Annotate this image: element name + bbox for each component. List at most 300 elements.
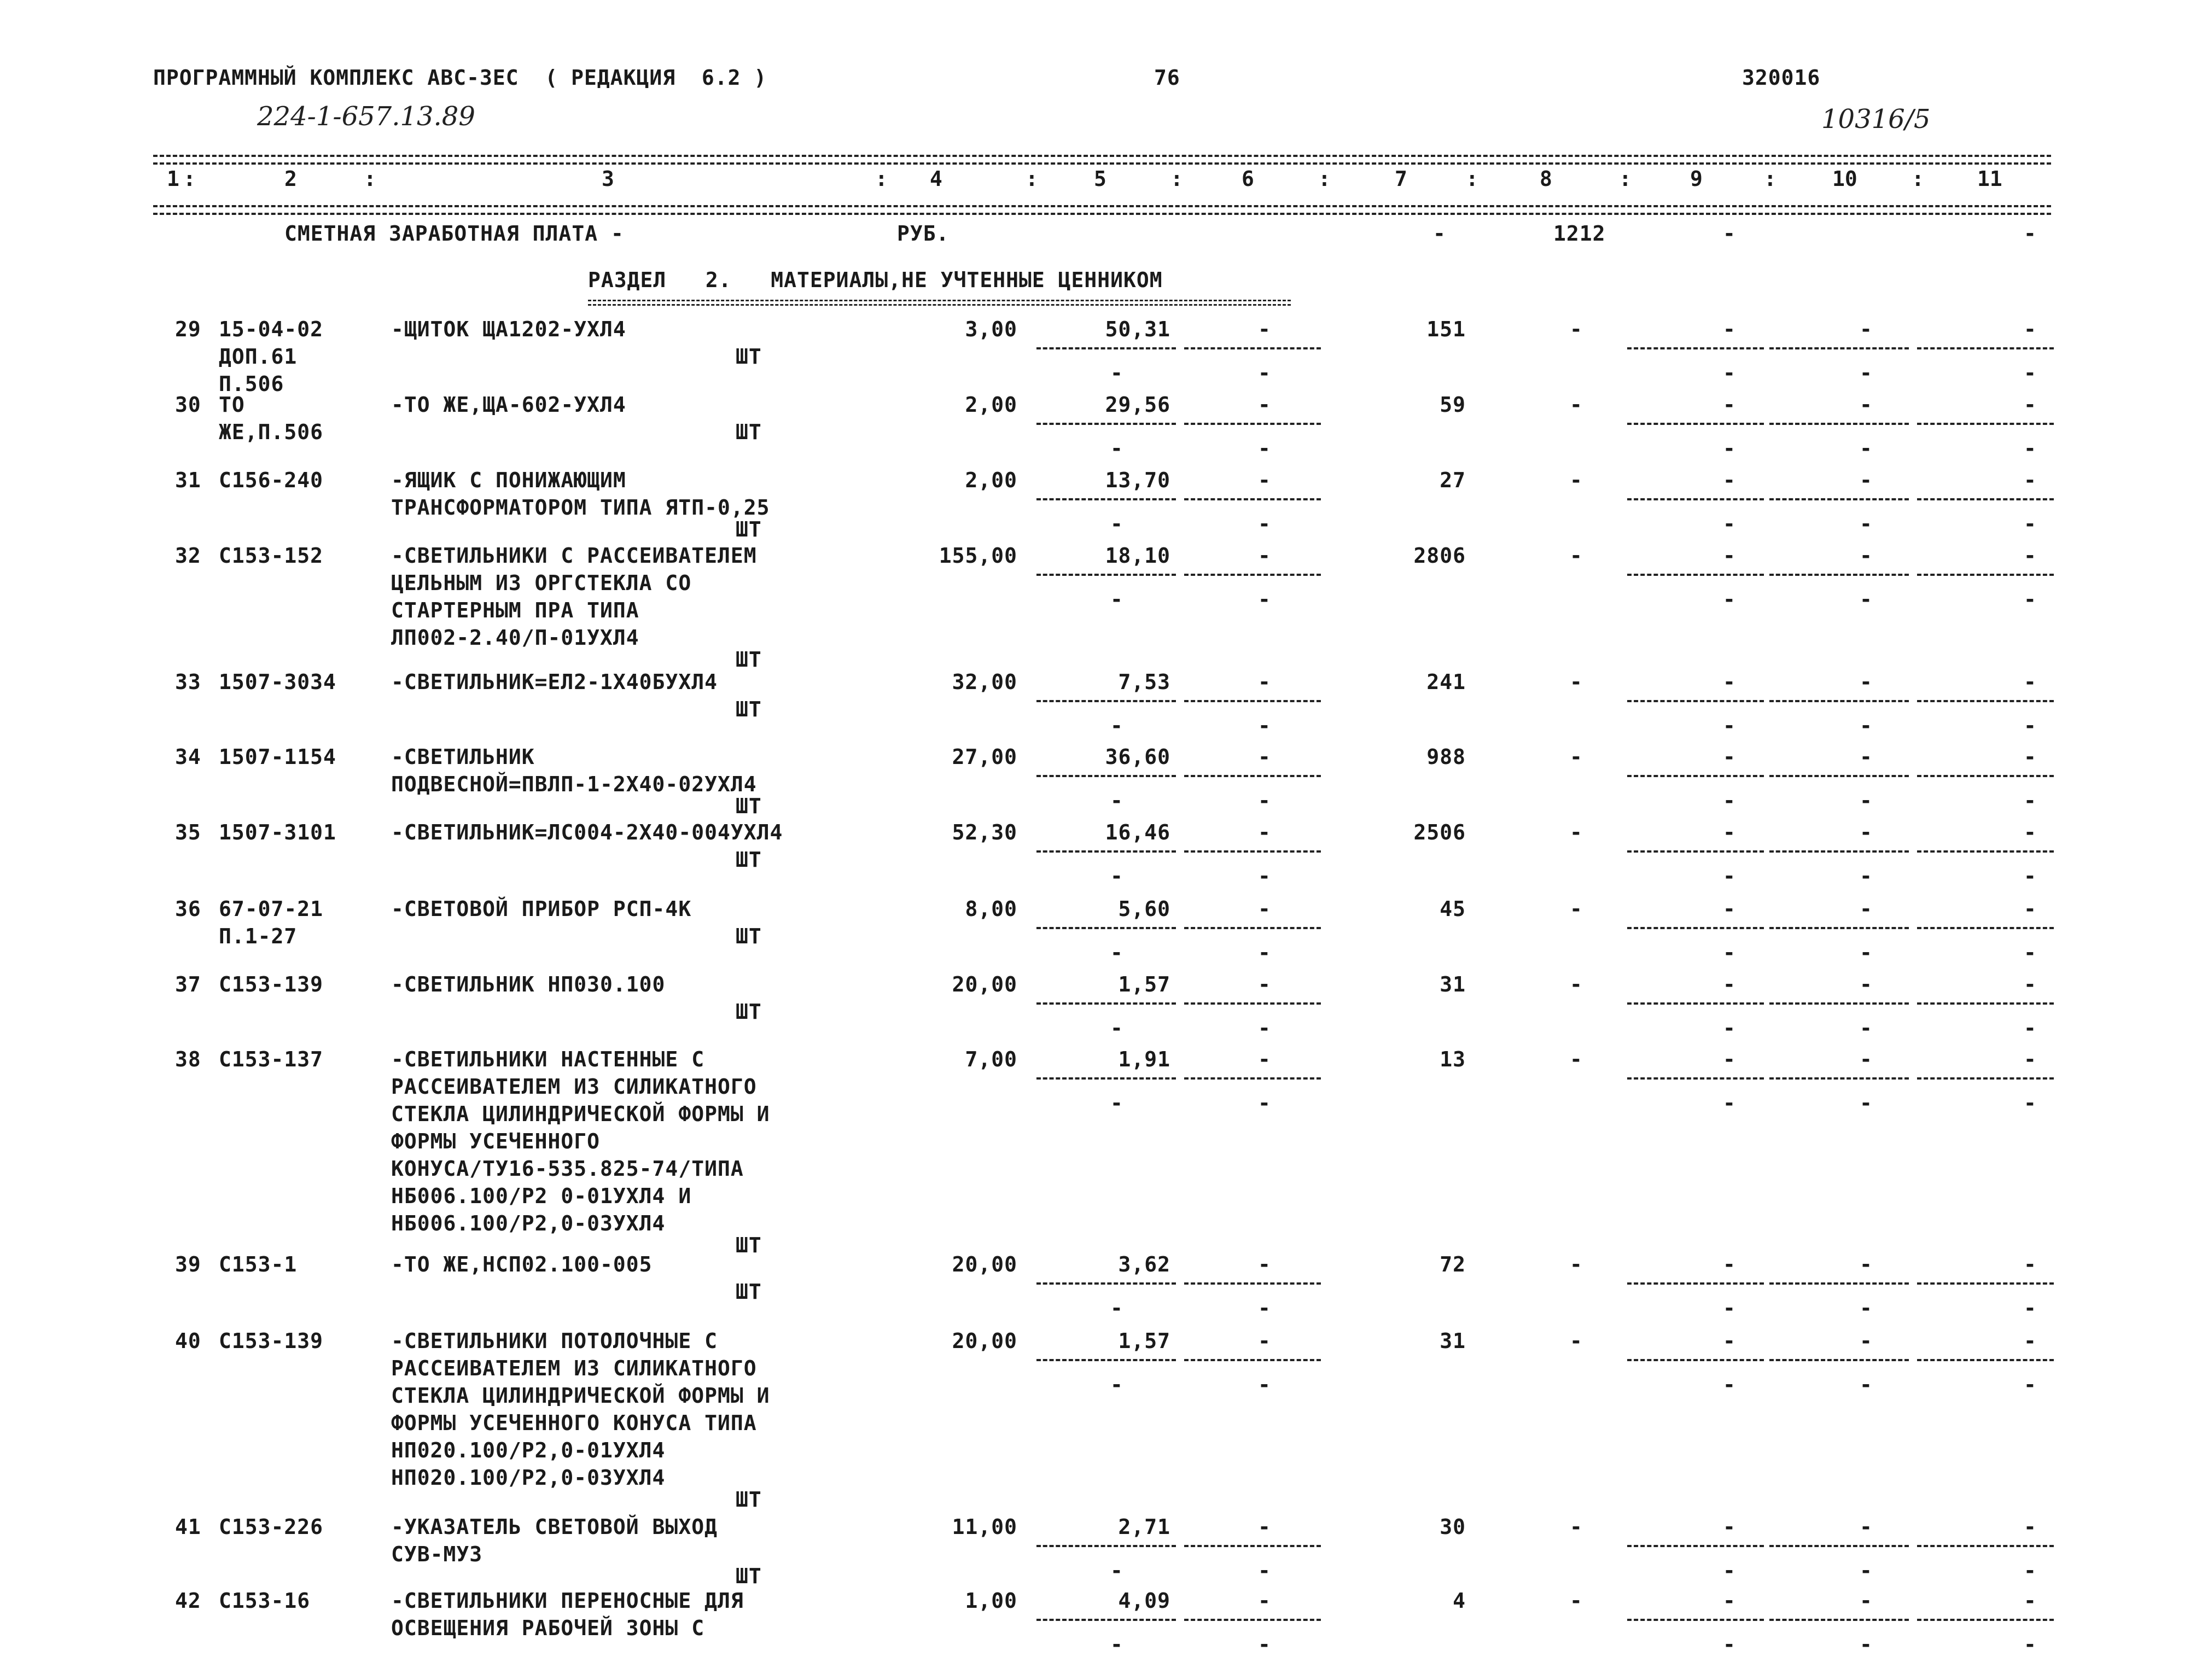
row-col11-rule bbox=[1917, 700, 2054, 702]
row-col10: - bbox=[1860, 820, 1873, 844]
row-unit: ШТ bbox=[736, 1488, 762, 1512]
row-description: НБ006.100/Р2,0-03УХЛ4 bbox=[391, 1211, 666, 1235]
row-description: НБ006.100/Р2 0-01УХЛ4 И bbox=[391, 1184, 692, 1208]
row-number: 41 bbox=[175, 1515, 201, 1539]
row-col6-rule bbox=[1184, 1545, 1321, 1547]
salary-unit: РУБ. bbox=[897, 221, 950, 246]
row-number: 42 bbox=[175, 1589, 201, 1613]
row-col9: - bbox=[1723, 544, 1736, 568]
row-col6-rule bbox=[1184, 1077, 1321, 1080]
row-col6-rule bbox=[1184, 927, 1321, 929]
row-col6: - bbox=[1258, 468, 1271, 492]
row-col11-sub-dash: - bbox=[2024, 1559, 2037, 1583]
row-col10: - bbox=[1860, 1515, 1873, 1539]
row-price: 13,70 bbox=[1105, 468, 1170, 492]
row-col10: - bbox=[1860, 972, 1873, 996]
row-price-sub-dash: - bbox=[1110, 1016, 1123, 1040]
row-price-rule bbox=[1036, 700, 1176, 702]
row-col6: - bbox=[1258, 820, 1271, 844]
row-col6-rule bbox=[1184, 700, 1321, 702]
row-col8: - bbox=[1570, 820, 1583, 844]
row-col8: - bbox=[1570, 745, 1583, 769]
row-description: -ЯЩИК С ПОНИЖАЮЩИМ bbox=[391, 468, 626, 492]
row-col11: - bbox=[2024, 745, 2037, 769]
row-price: 1,57 bbox=[1118, 972, 1170, 996]
row-col9: - bbox=[1723, 897, 1736, 921]
row-col10: - bbox=[1860, 544, 1873, 568]
row-col9-rule bbox=[1627, 927, 1764, 929]
row-code: ТО bbox=[219, 393, 245, 417]
row-col6-rule bbox=[1184, 1619, 1321, 1621]
row-col11-rule bbox=[1917, 498, 2054, 500]
row-price-rule bbox=[1036, 850, 1176, 853]
handwritten-left-note: 224-1-657.13.89 bbox=[257, 101, 475, 132]
row-col10-rule bbox=[1769, 927, 1909, 929]
row-col6: - bbox=[1258, 745, 1271, 769]
row-code: 1507-1154 bbox=[219, 745, 336, 769]
row-col9-sub-dash: - bbox=[1723, 436, 1736, 460]
row-description: -СВЕТИЛЬНИК НП030.100 bbox=[391, 972, 666, 996]
row-col11-sub-dash: - bbox=[2024, 941, 2037, 965]
row-price-rule bbox=[1036, 1002, 1176, 1005]
row-code: С153-16 bbox=[219, 1589, 311, 1613]
row-col6: - bbox=[1258, 393, 1271, 417]
row-col8: - bbox=[1570, 393, 1583, 417]
row-unit: ШТ bbox=[736, 517, 762, 541]
row-col10-sub-dash: - bbox=[1860, 436, 1873, 460]
row-col9-rule bbox=[1627, 850, 1764, 853]
section-underline bbox=[588, 300, 1291, 301]
row-description: -СВЕТИЛЬНИКИ НАСТЕННЫЕ С bbox=[391, 1047, 705, 1071]
row-col9-sub-dash: - bbox=[1723, 1091, 1736, 1115]
row-col11-rule bbox=[1917, 1282, 2054, 1285]
row-col9: - bbox=[1723, 468, 1736, 492]
row-col6-rule bbox=[1184, 1282, 1321, 1285]
row-price-rule bbox=[1036, 1077, 1176, 1080]
row-quantity: 52,30 bbox=[952, 820, 1017, 844]
row-price-sub-dash: - bbox=[1110, 1373, 1123, 1397]
row-col11-rule bbox=[1917, 775, 2054, 777]
row-col9: - bbox=[1723, 1589, 1736, 1613]
row-description: КОНУСА/ТУ16-535.825-74/ТИПА bbox=[391, 1157, 744, 1181]
row-code: П.506 bbox=[219, 372, 284, 396]
row-col10-rule bbox=[1769, 1359, 1909, 1361]
row-description: СТЕКЛА ЦИЛИНДРИЧЕСКОЙ ФОРМЫ И bbox=[391, 1102, 770, 1126]
row-col9: - bbox=[1723, 972, 1736, 996]
row-unit: ШТ bbox=[736, 1280, 762, 1304]
row-quantity: 32,00 bbox=[952, 670, 1017, 694]
row-price: 50,31 bbox=[1105, 317, 1170, 341]
row-col9: - bbox=[1723, 670, 1736, 694]
row-price-sub-dash: - bbox=[1110, 587, 1123, 611]
row-price-sub-dash: - bbox=[1110, 436, 1123, 460]
row-description: ОСВЕЩЕНИЯ РАБОЧЕЙ ЗОНЫ С bbox=[391, 1616, 705, 1640]
row-price-rule bbox=[1036, 423, 1176, 425]
row-unit: ШТ bbox=[736, 1564, 762, 1588]
row-number: 38 bbox=[175, 1047, 201, 1071]
row-description: ФОРМЫ УСЕЧЕННОГО bbox=[391, 1129, 601, 1153]
row-number: 36 bbox=[175, 897, 201, 921]
row-description: ЦЕЛЬНЫМ ИЗ ОРГСТЕКЛА СО bbox=[391, 571, 692, 595]
row-col6-sub-dash: - bbox=[1258, 941, 1271, 965]
row-price: 7,53 bbox=[1118, 670, 1170, 694]
row-col11: - bbox=[2024, 1515, 2037, 1539]
row-price-sub-dash: - bbox=[1110, 1632, 1123, 1656]
row-col11: - bbox=[2024, 468, 2037, 492]
row-col11-rule bbox=[1917, 850, 2054, 853]
row-col9-sub-dash: - bbox=[1723, 1016, 1736, 1040]
row-code: С153-139 bbox=[219, 972, 324, 996]
row-price-sub-dash: - bbox=[1110, 1296, 1123, 1320]
row-col6: - bbox=[1258, 972, 1271, 996]
salary-col9: - bbox=[1723, 221, 1736, 246]
row-col10-sub-dash: - bbox=[1860, 1016, 1873, 1040]
row-col9-rule bbox=[1627, 574, 1764, 576]
row-col10-sub-dash: - bbox=[1860, 361, 1873, 385]
row-col6-sub-dash: - bbox=[1258, 1016, 1271, 1040]
row-description: -УКАЗАТЕЛЬ СВЕТОВОЙ ВЫХОД bbox=[391, 1515, 718, 1539]
row-price: 29,56 bbox=[1105, 393, 1170, 417]
row-col11: - bbox=[2024, 820, 2037, 844]
row-col6-sub-dash: - bbox=[1258, 361, 1271, 385]
row-total: 241 bbox=[1426, 670, 1466, 694]
row-number: 40 bbox=[175, 1329, 201, 1353]
row-col9: - bbox=[1723, 1252, 1736, 1276]
row-col11-sub-dash: - bbox=[2024, 714, 2037, 738]
row-col11: - bbox=[2024, 544, 2037, 568]
row-col9-sub-dash: - bbox=[1723, 1296, 1736, 1320]
row-col6: - bbox=[1258, 1515, 1271, 1539]
row-price-sub-dash: - bbox=[1110, 1559, 1123, 1583]
row-col11-sub-dash: - bbox=[2024, 512, 2037, 536]
row-col11-sub-dash: - bbox=[2024, 1091, 2037, 1115]
row-quantity: 11,00 bbox=[952, 1515, 1017, 1539]
row-quantity: 7,00 bbox=[965, 1047, 1017, 1071]
row-code: 1507-3101 bbox=[219, 820, 336, 844]
row-col9: - bbox=[1723, 317, 1736, 341]
row-price: 2,71 bbox=[1118, 1515, 1170, 1539]
row-col9: - bbox=[1723, 1515, 1736, 1539]
row-col6-sub-dash: - bbox=[1258, 1373, 1271, 1397]
row-col10-sub-dash: - bbox=[1860, 941, 1873, 965]
row-total: 4 bbox=[1453, 1589, 1466, 1613]
row-col11-rule bbox=[1917, 347, 2054, 349]
row-unit: ШТ bbox=[736, 697, 762, 721]
row-col11-rule bbox=[1917, 423, 2054, 425]
row-col9-rule bbox=[1627, 1545, 1764, 1547]
row-price-sub-dash: - bbox=[1110, 941, 1123, 965]
row-col6: - bbox=[1258, 897, 1271, 921]
row-col9-sub-dash: - bbox=[1723, 789, 1736, 813]
row-price-rule bbox=[1036, 498, 1176, 500]
col-header-11: 11 bbox=[1977, 167, 2002, 191]
row-price-rule bbox=[1036, 1282, 1176, 1285]
row-total: 31 bbox=[1440, 1329, 1466, 1353]
row-unit: ШТ bbox=[736, 345, 762, 369]
row-col9-rule bbox=[1627, 498, 1764, 500]
row-description: СТЕКЛА ЦИЛИНДРИЧЕСКОЙ ФОРМЫ И bbox=[391, 1384, 770, 1408]
row-description: РАССЕИВАТЕЛЕМ ИЗ СИЛИКАТНОГО bbox=[391, 1075, 757, 1099]
row-col11-sub-dash: - bbox=[2024, 361, 2037, 385]
row-price-sub-dash: - bbox=[1110, 864, 1123, 888]
row-unit: ШТ bbox=[736, 924, 762, 948]
row-col6: - bbox=[1258, 317, 1271, 341]
row-code: С153-1 bbox=[219, 1252, 298, 1276]
row-col9-sub-dash: - bbox=[1723, 587, 1736, 611]
col-header-4: 4 bbox=[930, 167, 942, 191]
row-price-rule bbox=[1036, 927, 1176, 929]
row-col9: - bbox=[1723, 820, 1736, 844]
row-quantity: 8,00 bbox=[965, 897, 1017, 921]
row-col6: - bbox=[1258, 544, 1271, 568]
row-description: -ЩИТОК ЩА1202-УХЛ4 bbox=[391, 317, 626, 341]
row-description: -ТО ЖЕ,ЩА-602-УХЛ4 bbox=[391, 393, 626, 417]
row-code: 1507-3034 bbox=[219, 670, 336, 694]
row-number: 32 bbox=[175, 544, 201, 568]
row-col10-rule bbox=[1769, 423, 1909, 425]
row-col6-sub-dash: - bbox=[1258, 1091, 1271, 1115]
row-col10-sub-dash: - bbox=[1860, 512, 1873, 536]
row-col9-sub-dash: - bbox=[1723, 1559, 1736, 1583]
row-col10-sub-dash: - bbox=[1860, 1373, 1873, 1397]
row-col9-rule bbox=[1627, 700, 1764, 702]
row-col9-sub-dash: - bbox=[1723, 714, 1736, 738]
section-title: РАЗДЕЛ 2. МАТЕРИАЛЫ,НЕ УЧТЕННЫЕ ЦЕННИКОМ bbox=[588, 268, 1163, 292]
row-col10: - bbox=[1860, 1252, 1873, 1276]
row-price: 18,10 bbox=[1105, 544, 1170, 568]
row-col10: - bbox=[1860, 1047, 1873, 1071]
row-number: 35 bbox=[175, 820, 201, 844]
row-price-sub-dash: - bbox=[1110, 512, 1123, 536]
row-col8: - bbox=[1570, 1047, 1583, 1071]
row-code: ЖЕ,П.506 bbox=[219, 420, 324, 444]
row-col6-sub-dash: - bbox=[1258, 1632, 1271, 1656]
col-header-1: 1 bbox=[167, 167, 179, 191]
row-total: 988 bbox=[1426, 745, 1466, 769]
row-unit: ШТ bbox=[736, 848, 762, 872]
row-col6: - bbox=[1258, 1047, 1271, 1071]
row-description: -СВЕТИЛЬНИКИ ПОТОЛОЧНЫЕ С bbox=[391, 1329, 718, 1353]
row-col8: - bbox=[1570, 317, 1583, 341]
row-total: 2506 bbox=[1413, 820, 1466, 844]
row-description: НП020.100/Р2,0-03УХЛ4 bbox=[391, 1466, 666, 1490]
row-col6-rule bbox=[1184, 498, 1321, 500]
row-col10-sub-dash: - bbox=[1860, 789, 1873, 813]
row-col8: - bbox=[1570, 897, 1583, 921]
row-col8: - bbox=[1570, 1515, 1583, 1539]
row-unit: ШТ bbox=[736, 1233, 762, 1257]
row-col6-sub-dash: - bbox=[1258, 587, 1271, 611]
row-col11-rule bbox=[1917, 1077, 2054, 1080]
row-col10: - bbox=[1860, 897, 1873, 921]
row-quantity: 1,00 bbox=[965, 1589, 1017, 1613]
row-price-sub-dash: - bbox=[1110, 714, 1123, 738]
row-quantity: 3,00 bbox=[965, 317, 1017, 341]
row-col11: - bbox=[2024, 897, 2037, 921]
row-col10: - bbox=[1860, 1589, 1873, 1613]
row-col11: - bbox=[2024, 1589, 2037, 1613]
row-col11-sub-dash: - bbox=[2024, 1296, 2037, 1320]
row-total: 13 bbox=[1440, 1047, 1466, 1071]
header-bottom-rule bbox=[153, 205, 2051, 207]
row-col6-rule bbox=[1184, 423, 1321, 425]
row-description: ПОДВЕСНОЙ=ПВЛП-1-2Х40-02УХЛ4 bbox=[391, 772, 757, 796]
row-col10-sub-dash: - bbox=[1860, 1559, 1873, 1583]
row-col10: - bbox=[1860, 670, 1873, 694]
row-col10-rule bbox=[1769, 1545, 1909, 1547]
row-total: 30 bbox=[1440, 1515, 1466, 1539]
salary-col7: - bbox=[1433, 221, 1446, 246]
row-col11-rule bbox=[1917, 1619, 2054, 1621]
row-code: 67-07-21 bbox=[219, 897, 324, 921]
row-col9-rule bbox=[1627, 347, 1764, 349]
row-col10-rule bbox=[1769, 775, 1909, 777]
row-price-rule bbox=[1036, 347, 1176, 349]
row-code: П.1-27 bbox=[219, 924, 298, 948]
row-unit: ШТ bbox=[736, 1000, 762, 1024]
row-col11-rule bbox=[1917, 1545, 2054, 1547]
row-col10-rule bbox=[1769, 498, 1909, 500]
row-description: -СВЕТИЛЬНИК=ЕЛ2-1Х40БУХЛ4 bbox=[391, 670, 718, 694]
row-total: 59 bbox=[1440, 393, 1466, 417]
row-price-rule bbox=[1036, 1545, 1176, 1547]
row-price-rule bbox=[1036, 574, 1176, 576]
col-header-5: 5 bbox=[1094, 167, 1106, 191]
row-col9-rule bbox=[1627, 775, 1764, 777]
row-total: 27 bbox=[1440, 468, 1466, 492]
row-number: 29 bbox=[175, 317, 201, 341]
row-quantity: 27,00 bbox=[952, 745, 1017, 769]
row-col9: - bbox=[1723, 393, 1736, 417]
col-header-6: 6 bbox=[1242, 167, 1254, 191]
row-quantity: 20,00 bbox=[952, 1252, 1017, 1276]
row-col11-rule bbox=[1917, 1002, 2054, 1005]
row-col9-rule bbox=[1627, 423, 1764, 425]
row-col6-rule bbox=[1184, 574, 1321, 576]
row-price: 5,60 bbox=[1118, 897, 1170, 921]
row-description: НП020.100/Р2,0-01УХЛ4 bbox=[391, 1438, 666, 1462]
row-number: 31 bbox=[175, 468, 201, 492]
row-col11: - bbox=[2024, 670, 2037, 694]
row-col11: - bbox=[2024, 1047, 2037, 1071]
row-total: 31 bbox=[1440, 972, 1466, 996]
row-quantity: 20,00 bbox=[952, 972, 1017, 996]
row-number: 39 bbox=[175, 1252, 201, 1276]
row-col8: - bbox=[1570, 468, 1583, 492]
row-col9-sub-dash: - bbox=[1723, 512, 1736, 536]
row-col10-rule bbox=[1769, 1619, 1909, 1621]
row-unit: ШТ bbox=[736, 648, 762, 672]
row-col6-sub-dash: - bbox=[1258, 714, 1271, 738]
row-quantity: 2,00 bbox=[965, 393, 1017, 417]
row-col11: - bbox=[2024, 972, 2037, 996]
row-col11-rule bbox=[1917, 1359, 2054, 1361]
row-unit: ШТ bbox=[736, 794, 762, 818]
row-col6: - bbox=[1258, 670, 1271, 694]
row-col6-sub-dash: - bbox=[1258, 864, 1271, 888]
row-description: РАССЕИВАТЕЛЕМ ИЗ СИЛИКАТНОГО bbox=[391, 1356, 757, 1380]
row-col6-rule bbox=[1184, 347, 1321, 349]
row-col6: - bbox=[1258, 1329, 1271, 1353]
row-total: 72 bbox=[1440, 1252, 1466, 1276]
page-number: 76 bbox=[1154, 66, 1180, 90]
row-col11-rule bbox=[1917, 574, 2054, 576]
row-col6-sub-dash: - bbox=[1258, 512, 1271, 536]
row-description: -ТО ЖЕ,НСП02.100-005 bbox=[391, 1252, 653, 1276]
row-col6-sub-dash: - bbox=[1258, 1559, 1271, 1583]
row-col8: - bbox=[1570, 972, 1583, 996]
row-code: С156-240 bbox=[219, 468, 324, 492]
row-col11-sub-dash: - bbox=[2024, 1016, 2037, 1040]
row-col8: - bbox=[1570, 1589, 1583, 1613]
header-top-rule bbox=[153, 155, 2051, 157]
row-total: 151 bbox=[1426, 317, 1466, 341]
row-col9-rule bbox=[1627, 1282, 1764, 1285]
row-quantity: 155,00 bbox=[939, 544, 1017, 568]
row-price-sub-dash: - bbox=[1110, 361, 1123, 385]
row-col9-sub-dash: - bbox=[1723, 1632, 1736, 1656]
row-col8: - bbox=[1570, 670, 1583, 694]
row-number: 37 bbox=[175, 972, 201, 996]
handwritten-right-note: 10316/5 bbox=[1821, 104, 1931, 135]
row-col9-sub-dash: - bbox=[1723, 864, 1736, 888]
header-top-rule-2 bbox=[153, 162, 2051, 165]
row-price-sub-dash: - bbox=[1110, 789, 1123, 813]
row-col11-sub-dash: - bbox=[2024, 864, 2037, 888]
row-col6-sub-dash: - bbox=[1258, 436, 1271, 460]
row-col10-sub-dash: - bbox=[1860, 714, 1873, 738]
row-price-rule bbox=[1036, 775, 1176, 777]
salary-label: СМЕТНАЯ ЗАРАБОТНАЯ ПЛАТА - bbox=[284, 221, 624, 246]
row-unit: ШТ bbox=[736, 420, 762, 444]
row-col9: - bbox=[1723, 745, 1736, 769]
row-col10-rule bbox=[1769, 1282, 1909, 1285]
row-col10: - bbox=[1860, 317, 1873, 341]
row-col10-sub-dash: - bbox=[1860, 587, 1873, 611]
row-col11-rule bbox=[1917, 927, 2054, 929]
row-col11: - bbox=[2024, 393, 2037, 417]
row-price: 1,91 bbox=[1118, 1047, 1170, 1071]
row-col10-rule bbox=[1769, 850, 1909, 853]
col-header-2: 2 bbox=[284, 167, 297, 191]
row-price: 16,46 bbox=[1105, 820, 1170, 844]
row-total: 45 bbox=[1440, 897, 1466, 921]
row-col10-sub-dash: - bbox=[1860, 1632, 1873, 1656]
row-col6: - bbox=[1258, 1589, 1271, 1613]
row-col10-rule bbox=[1769, 347, 1909, 349]
row-number: 30 bbox=[175, 393, 201, 417]
row-col10-rule bbox=[1769, 700, 1909, 702]
row-col10-rule bbox=[1769, 1077, 1909, 1080]
row-description: -СВЕТИЛЬНИК bbox=[391, 745, 535, 769]
row-col11: - bbox=[2024, 317, 2037, 341]
row-col10: - bbox=[1860, 745, 1873, 769]
row-code: 15-04-02 bbox=[219, 317, 324, 341]
row-quantity: 2,00 bbox=[965, 468, 1017, 492]
row-col8: - bbox=[1570, 1252, 1583, 1276]
row-col9-sub-dash: - bbox=[1723, 941, 1736, 965]
row-description: -СВЕТОВОЙ ПРИБОР РСП-4К bbox=[391, 897, 692, 921]
row-code: ДОП.61 bbox=[219, 345, 298, 369]
row-col6-rule bbox=[1184, 775, 1321, 777]
program-title: ПРОГРАММНЫЙ КОМПЛЕКС АВС-3ЕС ( РЕДАКЦИЯ 6.2 ) bbox=[153, 66, 767, 90]
row-price: 1,57 bbox=[1118, 1329, 1170, 1353]
row-description: -СВЕТИЛЬНИКИ С РАССЕИВАТЕЛЕМ bbox=[391, 544, 757, 568]
row-col10-sub-dash: - bbox=[1860, 1296, 1873, 1320]
row-code: С153-226 bbox=[219, 1515, 324, 1539]
row-col10: - bbox=[1860, 468, 1873, 492]
row-col6-rule bbox=[1184, 1359, 1321, 1361]
